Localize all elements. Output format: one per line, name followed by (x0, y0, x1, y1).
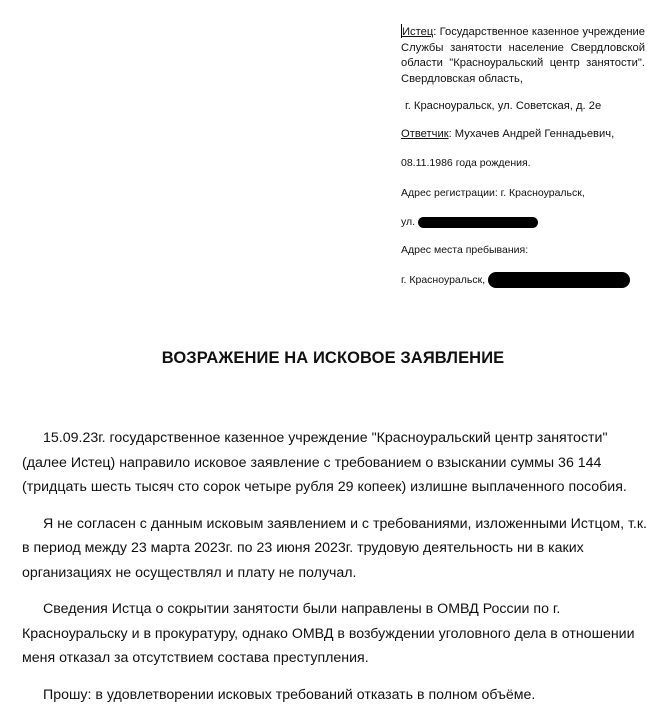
defendant-label: Ответчик (401, 127, 449, 140)
body-paragraph: Сведения Истца о сокрытии занятости были направлены в ОМВД России по г. Красноуральску и в прокуратуру, однако ОМВД в возбуждении уголовного дела в отношении меня отказал за отсутствием состава преступления. (22, 601, 635, 666)
document-title: ВОЗРАЖЕНИЕ НА ИСКОВОЕ ЗАЯВЛЕНИЕ (161, 349, 505, 367)
registration-street (401, 215, 645, 231)
registration-address: Адрес регистрации: г. Красноуральск, (401, 186, 585, 199)
document-body (22, 426, 652, 719)
body-paragraph: 15.09.23г. государственное казенное учреждение "Красноуральский центр занятости" (далее Истец) направило исковое заявление с требованием о взыскании суммы 36 144 (тридцать шесть тысяч сто сорок четыре рубля 29 копеек) излишне выплаченного пособия. (22, 430, 627, 495)
body-paragraph: Я не согласен с данным исковым заявлением и с требованиями, изложенными Истцом, т.к. в период между 23 марта 2023г. по 23 июня 2023г. трудовую деятельность ни в каких организациях не осуществлял и плату не получал. (22, 515, 647, 581)
birth-date: 08.11.1986 года рождения. (401, 157, 531, 169)
redaction-mark (418, 217, 538, 228)
parties-header (401, 24, 645, 288)
stay-address-label: Адрес места пребывания: (401, 243, 529, 256)
defendant-paragraph (401, 127, 645, 143)
street-prefix: ул. (401, 216, 416, 228)
plaintiff-paragraph (401, 24, 645, 87)
defendant-text: : Мухачев Андрей Геннадьевич, (448, 127, 615, 140)
plaintiff-label: Истец (402, 26, 434, 38)
redaction-mark (488, 272, 630, 288)
body-paragraph: Прошу: в удовлетворении исковых требований отказать в полном объёме. (43, 686, 536, 703)
plaintiff-address: г. Красноуральск, ул. Советская, д. 2е (405, 100, 602, 112)
plaintiff-text: : Государственное казенное учреждение Службы занятости население Свердловской области "Красноуральский центр занятости". Свердловская область, (401, 26, 645, 85)
stay-address (401, 272, 645, 288)
stay-city: г. Красноуральск, (401, 273, 486, 286)
